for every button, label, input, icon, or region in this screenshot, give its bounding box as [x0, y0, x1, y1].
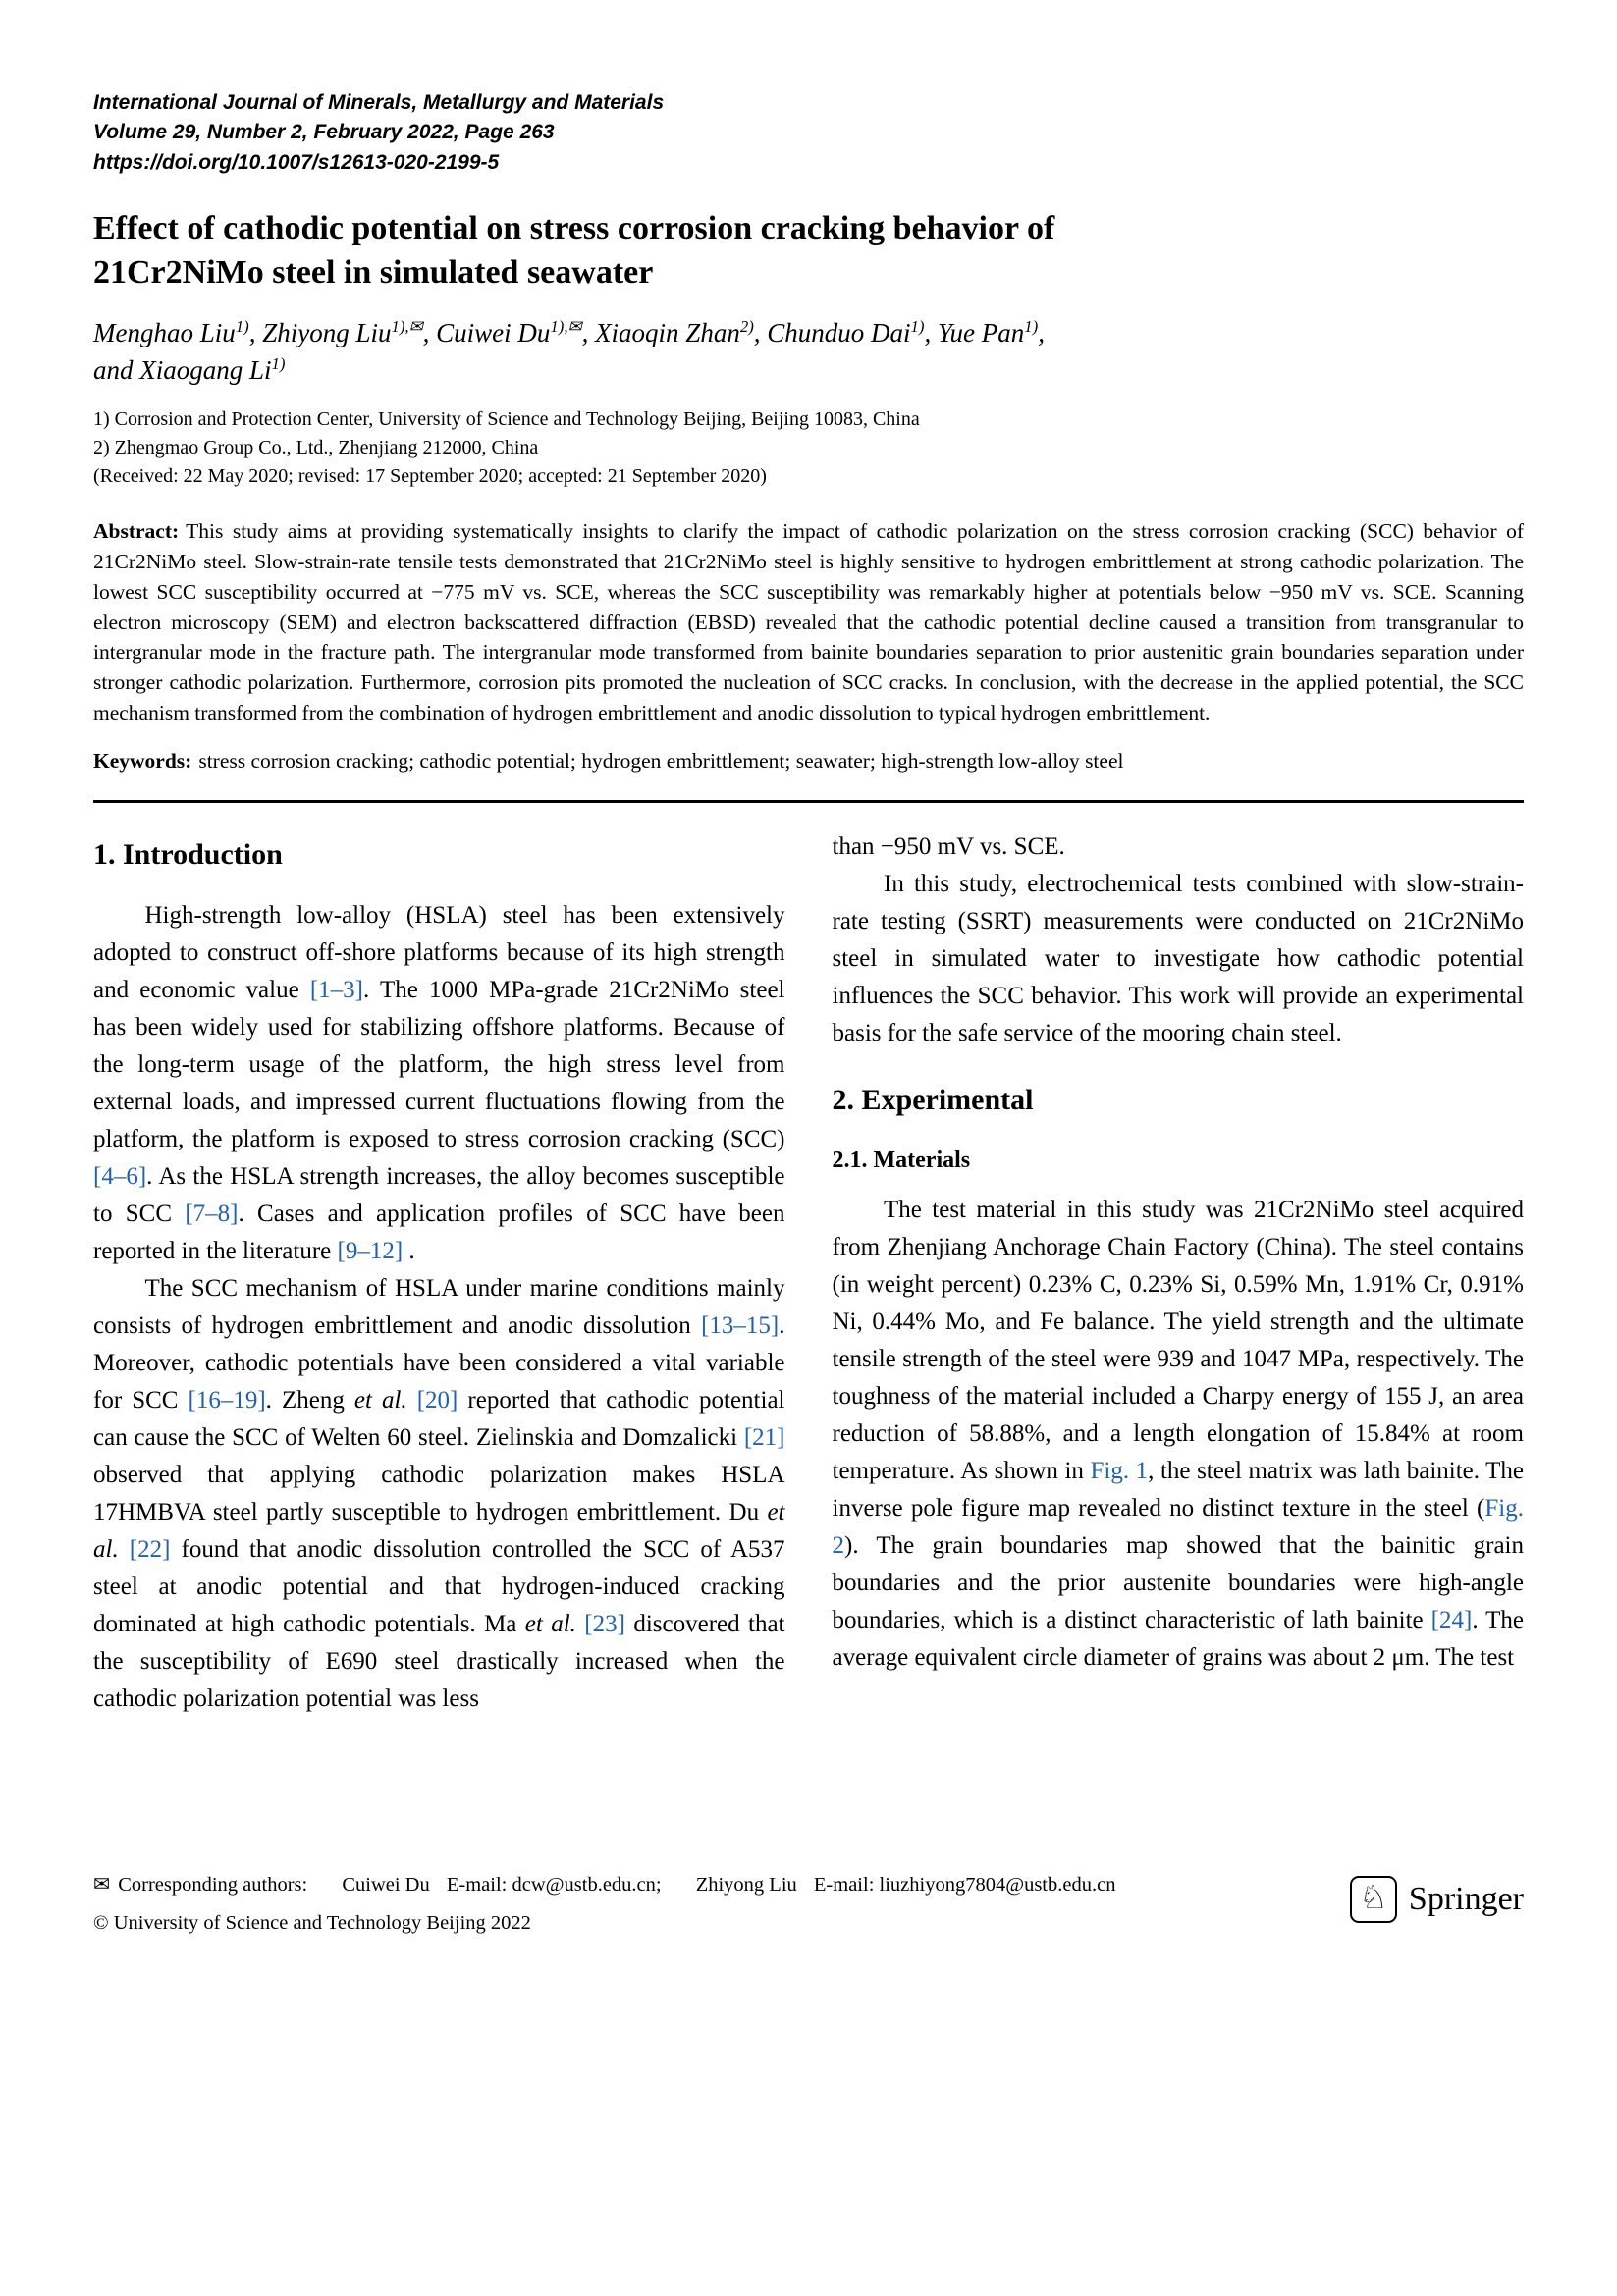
corresponding-author-name: Cuiwei Du	[342, 1874, 430, 1896]
keywords	[93, 746, 1524, 776]
reference-link[interactable]: [9–12]	[337, 1237, 404, 1264]
text-segment: , Zhiyong Liu	[248, 318, 392, 348]
subsection-heading-materials: 2.1. Materials	[832, 1147, 971, 1173]
journal-name: International Journal of Minerals, Metallurgy and Materials	[93, 91, 665, 114]
email-label: E-mail:	[813, 1874, 875, 1896]
envelope-icon: ✉	[93, 1874, 111, 1896]
paper-title	[93, 207, 1524, 295]
abstract-label: Abstract:	[93, 518, 180, 543]
reference-link[interactable]: [16–19]	[188, 1386, 266, 1414]
abstract-text: This study aims at providing systematically insights to clarify the impact of cathodic polarization on the stress corrosion cracking (SCC) behavior of 21Cr2NiMo steel. Slow-strain-rate tensile tests demonstrated that 21Cr2NiMo steel is highly sensitive to hydrogen embrittlement at strong cathodic polarization. The lowest SCC susceptibility occurred at −775 mV vs. SCE, whereas the SCC susceptibility was remarkably higher at potentials below −950 mV vs. SCE. Scanning electron microscopy (SEM) and electron backscattered diffraction (EBSD) revealed that the cathodic potential decline caused a transition from transgranular to intergranular mode in the fracture path. The intergranular mode transformed from bainite boundaries separation to prior austenitic grain boundaries separation under stronger cathodic polarization. Furthermore, corrosion pits promoted the nucleation of SCC cracks. In conclusion, with the decrease in the applied potential, the SCC mechanism transformed from the combination of hydrogen embrittlement and anodic dissolution to typical hydrogen embrittlement.	[93, 518, 1524, 725]
text-segment: The SCC mechanism of HSLA under marine conditions mainly consists of hydrogen embrittlement and anodic dissolution	[93, 1274, 785, 1339]
keywords-label: Keywords:	[93, 749, 192, 774]
text-segment: 1)	[1024, 317, 1039, 337]
author-list	[93, 315, 1524, 390]
text-segment: observed that applying cathodic polarization makes HSLA 17HMBVA steel partly susceptible to hydrogen embrittlement. Du	[93, 1461, 785, 1525]
text-segment: et al.	[353, 1386, 407, 1414]
corresponding-authors-line	[93, 1870, 1524, 1900]
author-list-line1	[93, 315, 1524, 352]
abstract	[93, 516, 1524, 729]
corresponding-author-name: Zhiyong Liu	[695, 1874, 797, 1896]
text-segment: , Chunduo Dai	[753, 318, 911, 348]
reference-link[interactable]: Fig. 2	[832, 1495, 1524, 1560]
affiliation-1: 1) Corrosion and Protection Center, University of Science and Technology Beijing, Beijing 10083, China	[93, 407, 920, 430]
text-segment: ,	[1038, 318, 1045, 348]
text-segment: et al.	[524, 1610, 576, 1637]
text-segment: . The average equivalent circle diameter of grains was about 2 μm. The test	[832, 1607, 1524, 1672]
reference-link[interactable]: [1–3]	[309, 976, 363, 1003]
reference-link[interactable]: [13–15]	[701, 1311, 780, 1339]
received-dates: (Received: 22 May 2020; revised: 17 September 2020; accepted: 21 September 2020)	[93, 464, 767, 487]
keywords-text: stress corrosion cracking; cathodic potential; hydrogen embrittlement; seawater; high-strength low-alloy steel	[198, 749, 1124, 774]
text-segment: . The 1000 MPa-grade 21Cr2NiMo steel has been widely used for stabilizing offshore platforms. Because of the long-term usage of the platform, the high stress level from external loads, and impressed current fluctuations flowing from the platform, the platform is exposed to stress corrosion cracking (SCC)	[93, 976, 785, 1152]
text-segment: 1)	[271, 353, 286, 373]
springer-logo	[1350, 1874, 1524, 1924]
text-segment: , Xiaoqin Zhan	[581, 318, 740, 348]
text-segment: , Yue Pan	[924, 318, 1025, 348]
reference-link[interactable]: [20]	[416, 1386, 458, 1414]
publisher-name: Springer	[1408, 1881, 1524, 1917]
paper-title-line2: 21Cr2NiMo steel in simulated seawater	[93, 254, 654, 292]
affiliation-2: 2) Zhengmao Group Co., Ltd., Zhenjiang 212000, China	[93, 436, 539, 458]
text-segment: found that anodic dissolution controlled the SCC of A537 steel at anodic potential and that hydrogen-induced cracking dominated at high cathodic potentials. Ma	[93, 1535, 785, 1637]
footnote-area	[93, 1870, 1524, 1939]
reference-link[interactable]: [4–6]	[93, 1162, 147, 1190]
text-segment: , the steel matrix was lath bainite. The inverse pole figure map revealed no distinct texture in the steel (	[832, 1458, 1524, 1522]
right-column	[833, 828, 1525, 1718]
reference-link[interactable]: [21]	[743, 1423, 785, 1451]
corresponding-label: Corresponding authors:	[118, 1874, 308, 1896]
journal-header	[93, 88, 1524, 178]
intro-paragraph-1	[93, 897, 785, 1270]
materials-paragraph-1	[833, 1192, 1525, 1677]
section-heading-experimental: 2. Experimental	[832, 1084, 1034, 1117]
text-segment: .	[403, 1237, 415, 1264]
text-segment: 1)	[235, 317, 249, 337]
text-segment: reported that cathodic potential can cause the SCC of Welten 60 steel. Zielinskia and Domzalicki	[93, 1386, 785, 1451]
reference-link[interactable]: [24]	[1430, 1607, 1473, 1634]
author-list-line2	[93, 352, 1524, 390]
text-segment: The test material in this study was 21Cr2NiMo steel acquired from Zhenjiang Anchorage Chain Factory (China). The steel contains (in weight percent) 0.23% C, 0.23% Si, 0.59% Mn, 1.91% Cr, 0.91% Ni, 0.44% Mo, and Fe balance. The yield strength and the ultimate tensile strength of the steel were 939 and 1047 MPa, respectively. The toughness of the material included a Charpy energy of 155 J, an area reduction of 58.88%, and a length elongation of 15.84% at room temperature. As shown in	[832, 1197, 1524, 1485]
text-segment: Menghao Liu	[93, 318, 236, 348]
text-segment: ). The grain boundaries map showed that the bainitic grain boundaries and the prior austenite boundaries were high-angle boundaries, which is a distinct characteristic of lath bainite	[832, 1532, 1524, 1634]
reference-link[interactable]: [7–8]	[185, 1200, 239, 1227]
intro-paragraph-3: In this study, electrochemical tests combined with slow-strain-rate testing (SSRT) measurements were conducted on 21Cr2NiMo steel in simulated water to investigate how cathodic potential influences the SCC behavior. This work will provide an experimental basis for the safe service of the mooring chain steel.	[832, 871, 1524, 1047]
text-segment: 1),✉	[391, 317, 423, 337]
reference-link[interactable]: Fig. 1	[1090, 1458, 1149, 1485]
doi-link[interactable]: https://doi.org/10.1007/s12613-020-2199-5	[93, 150, 500, 174]
two-column-body	[93, 828, 1524, 1718]
text-segment: High-strength low-alloy (HSLA) steel has been extensively adopted to construct off-shore platforms because of its high strength and economic value	[93, 901, 785, 1003]
reference-link[interactable]: [22]	[129, 1535, 171, 1563]
text-segment: and Xiaogang Li	[93, 354, 272, 385]
text-segment: . Cases and application profiles of SCC have been reported in the literature	[93, 1200, 785, 1264]
text-segment: . As the HSLA strength increases, the alloy becomes susceptible to SCC	[93, 1162, 785, 1227]
email-address[interactable]: liuzhiyong7804@ustb.edu.cn	[879, 1874, 1116, 1896]
springer-horse-glyph: ♘	[1359, 1881, 1388, 1916]
reference-link[interactable]: [23]	[584, 1610, 625, 1637]
text-segment: 1)	[910, 317, 925, 337]
text-segment	[407, 1387, 417, 1414]
email-label: E-mail:	[446, 1874, 508, 1896]
copyright-line: © University of Science and Technology Beijing 2022	[93, 1911, 531, 1934]
text-segment	[119, 1536, 130, 1563]
section-heading-introduction: 1. Introduction	[93, 838, 283, 872]
text-segment: discovered that the susceptibility of E690 steel drastically increased when the cathodic polarization potential was less	[93, 1610, 785, 1712]
text-segment: . Zheng	[265, 1386, 354, 1414]
left-column	[93, 828, 785, 1718]
affiliations	[93, 405, 1524, 491]
text-segment: 1),✉	[550, 317, 582, 337]
journal-volume-line: Volume 29, Number 2, February 2022, Page 263	[93, 121, 555, 144]
email-address[interactable]: dcw@ustb.edu.cn;	[512, 1874, 662, 1896]
text-segment: . Moreover, cathodic potentials have been considered a vital variable for SCC	[93, 1311, 785, 1414]
springer-horse-icon	[1350, 1876, 1397, 1923]
text-segment: 2)	[739, 317, 754, 337]
intro-paragraph-2	[93, 1270, 785, 1718]
divider-rule	[93, 800, 1524, 803]
text-segment: et al.	[93, 1498, 785, 1563]
intro-paragraph-2-continuation: than −950 mV vs. SCE.	[832, 833, 1065, 861]
text-segment: , Cuiwei Du	[422, 318, 551, 348]
paper-title-line1: Effect of cathodic potential on stress corrosion cracking behavior of	[93, 210, 1055, 247]
